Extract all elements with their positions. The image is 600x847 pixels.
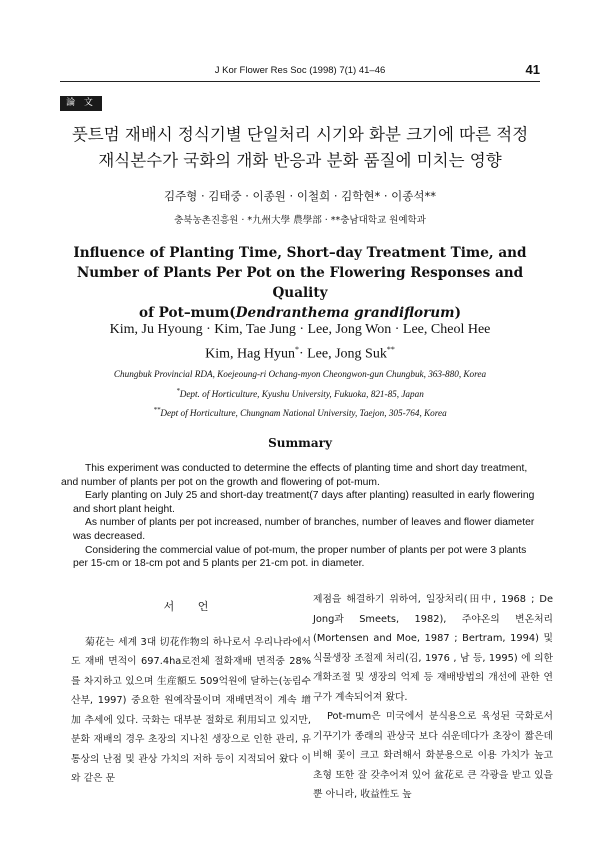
- section-heading-introduction: 서 언: [163, 600, 219, 613]
- summary-paragraph: This experiment was conducted to determine the effects of planting time and short day treatment, and number of plants per pot on the growth and flowering of pot-mum.: [61, 463, 528, 488]
- korean-title: [40, 122, 560, 174]
- affiliation-mark: **: [386, 345, 395, 354]
- title-prefix: of Pot–mum(: [139, 305, 236, 321]
- korean-title-line-1: 풋트멈 재배시 정식기별 단일처리 시기와 화분 크기에 따른 적정: [71, 125, 529, 144]
- affiliation-mark: *: [176, 386, 180, 395]
- summary-paragraph: Considering the commercial value of pot-mum, the proper number of plants per pot were 3 plants per 15-cm or 18-cm pot and 5 plants per 21-cm pot. in diameter.: [73, 544, 527, 570]
- korean-authors: 김주형 · 김태중 · 이종원 · 이철희 · 김학현* · 이종석**: [163, 189, 437, 203]
- summary-paragraph: Early planting on July 25 and short-day treatment(7 days after planting) reasulted in early flowering and short plant height.: [73, 490, 535, 515]
- korean-affiliation: 충북농촌진흥원 · *九州大學 農學部 · **충남대학교 원예학과: [174, 215, 426, 226]
- author-lee-jong-suk: · Lee, Jong Suk: [298, 346, 387, 362]
- summary-paragraph: As number of plants per pot increased, number of branches, number of leaves and flower diameter was decreased.: [73, 517, 535, 542]
- body-paragraph: Pot-mum은 미국에서 분식용으로 육성된 국화로서 기꾸기가 종래의 관상국 보다 쉬운데다가 초장이 짧은데 비해 꽃이 크고 화려해서 화분용으로 이용 가치가 높고 초형 또한 잘 갖추어져 있어 盆花로 큰 각광을 받고 있을 뿐 아니라, 收益性도 높: [313, 711, 553, 800]
- affiliation-mark: **: [153, 406, 161, 415]
- affiliation-2: *Dept. of Horticulture, Kyushu University, Fukuoka, 821-85, Japan: [176, 386, 424, 399]
- header-rule: [60, 81, 540, 82]
- body-paragraph: 菊花는 세계 3대 切花作物의 하나로서 우리나라에서도 재배 면적이 697.4ha로전체 절화재배 면적중 28%를 차지하고 있으며 生産額도 509억원에 달하는(농림수산부, 1997) 중요한 원예작물이며 재배면적이 계속 增加 추세에 있다. 국화는 대부분 절화로 利用되고 있지만, 분화 재배의 경우 초장의 지나친 생장으로 인한 관리, 유통상의 난점 및 관상 가치의 저하 등이 지적되어 왔다 이와 같은 문: [71, 636, 311, 784]
- english-authors-line-2: [40, 340, 560, 365]
- species-name: Dendranthema grandiflorum: [235, 305, 455, 321]
- body-column-right: [313, 590, 553, 805]
- author-kim-hag-hyun: Kim, Hag Hyun: [205, 346, 295, 362]
- english-authors-line-1: Kim, Ju Hyoung · Kim, Tae Jung · Lee, Jong Won · Lee, Cheol Hee: [109, 322, 491, 337]
- body-column-left: [71, 597, 311, 789]
- summary-heading: Summary: [268, 436, 332, 450]
- article-type-badge: 論 文: [60, 96, 102, 111]
- affiliation-1: Chungbuk Provincial RDA, Koejeoung-ri Ochang-myon Cheongwon-gun Chungbuk, 363-880, Korea: [113, 369, 487, 379]
- affiliation-mark: *: [294, 345, 299, 354]
- english-affiliations: [40, 366, 560, 422]
- english-title-line-2: Number of Plants Per Pot on the Flowering Responses and Quality: [76, 265, 524, 301]
- english-authors: [40, 320, 560, 365]
- journal-citation: J Kor Flower Res Soc (1998) 7(1) 41–46: [214, 65, 386, 76]
- body-paragraph: 제점을 해결하기 위하여, 일장처리(田中, 1968 ; De Jong과 Smeets, 1982), 주야온의 변온처리(Mortensen and Moe, 1987 ; Bertram, 1994) 및 식물생장 조절제 처리(김, 1976 , 남 등, 1995) 에 의한 개화조절 및 생장의 억제 등 재배방법의 개선에 관한 연구가 계속되어져 왔다.: [313, 594, 553, 703]
- affiliation-3: **Dept of Horticulture, Chungnam National University, Taejon, 305-764, Korea: [153, 406, 447, 419]
- english-title-line-1: Influence of Planting Time, Short–day Treatment Time, and: [73, 245, 527, 261]
- korean-title-line-2: 재식본수가 국화의 개화 반응과 분화 품질에 미치는 영향: [98, 151, 502, 170]
- english-title: [50, 243, 550, 323]
- page-number: 41: [525, 62, 540, 77]
- running-header: [60, 62, 540, 80]
- title-suffix: ): [454, 305, 461, 321]
- summary-abstract: [61, 462, 542, 571]
